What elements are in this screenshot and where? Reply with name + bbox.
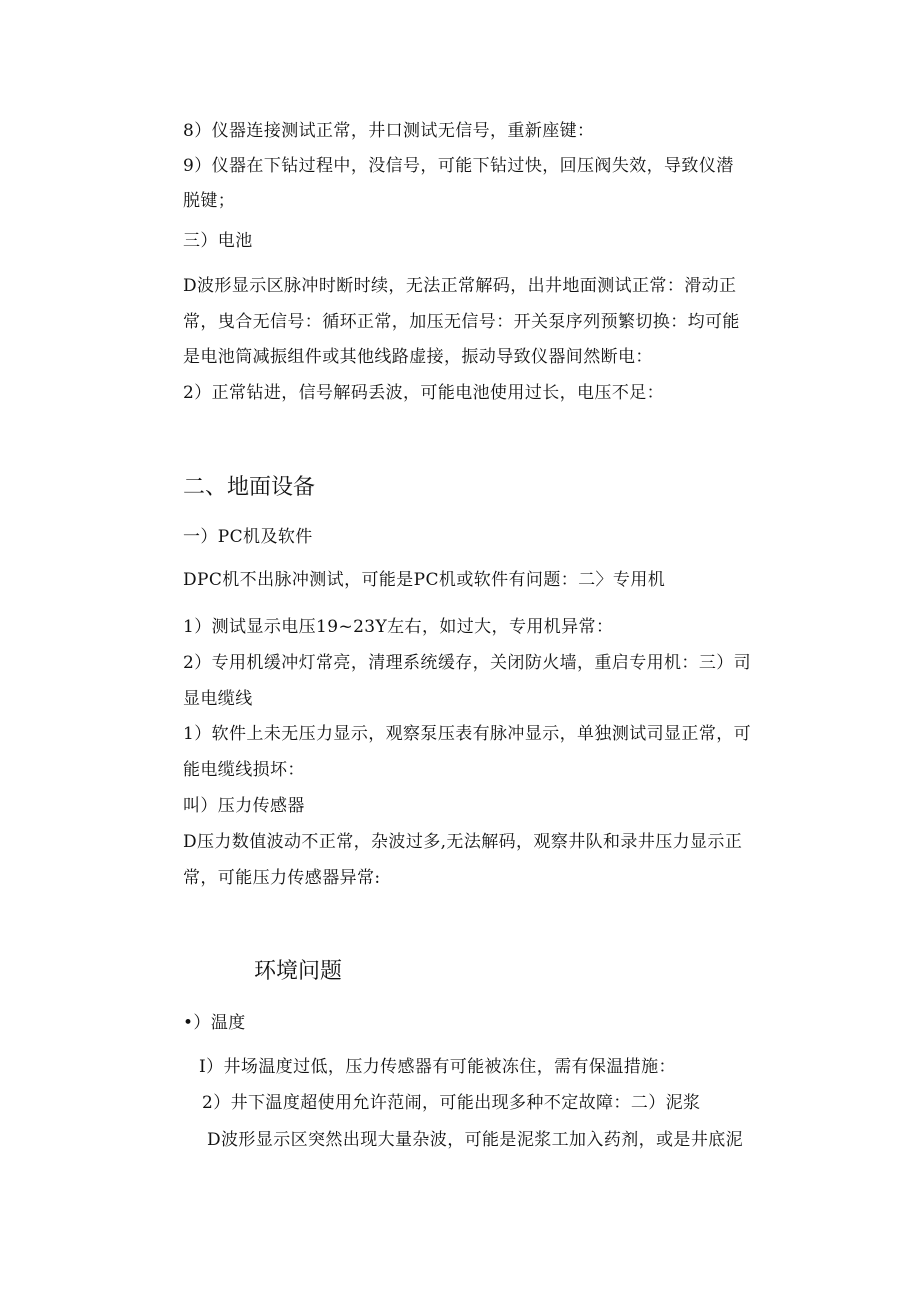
text-line: D波形显示区突然出现大量杂波，可能是泥浆工加入药剂，或是井底泥 xyxy=(207,1130,744,1150)
section-subheading: 三）电池 xyxy=(183,231,253,251)
text-line: I）井场温度过低，压力传感器有可能被冻住，需有保温措施： xyxy=(199,1057,676,1077)
section-subheading: 一）PC机及软件 xyxy=(183,527,313,547)
text-line: 1）软件上未无压力显示，观察泵压表有脉冲显示，单独测试司显正常，可 xyxy=(183,724,752,744)
text-line: D压力数值波动不正常，杂波过多,无法解码，观察井队和录井压力显示正 xyxy=(183,832,743,852)
text-line: DPC机不出脉冲测试，可能是PC机或软件有问题：二〉专用机 xyxy=(183,570,666,590)
text-line: 是电池筒减振组件或其他线路虚接，振动导致仪器间然断电： xyxy=(183,347,653,367)
text-line: 能电缆线损坏： xyxy=(183,760,305,780)
text-line: 9）仪器在下钻过程中，没信号，可能下钻过快，回压阀失效，导致仪潜 xyxy=(183,156,734,176)
text-line: 8）仪器连接测试正常，井口测试无信号，重新座键： xyxy=(183,121,595,141)
text-line: 脱键； xyxy=(183,191,236,211)
text-line: 常，曳合无信号：循环正常，加压无信号：开关泵序列预繁切换：均可能 xyxy=(183,312,740,332)
text-line: 2）正常钻进，信号解码丢波，可能电池使用过长，电压不足： xyxy=(183,383,665,403)
text-line: 1）测试显示电压19~23Y左右，如过大，专用机异常： xyxy=(183,617,614,637)
section-subheading: •）温度 xyxy=(183,1013,246,1033)
section-heading: 环境问题 xyxy=(254,959,343,984)
text-line: 2）井下温度超使用允许范闹，可能出现多种不定故障：二）泥浆 xyxy=(202,1093,701,1113)
text-line: 显电缆线 xyxy=(183,689,253,709)
text-line: D波形显示区脉冲时断时续，无法正常解码，出井地面测试正常：滑动正 xyxy=(183,276,737,296)
section-subheading: 叫）压力传感器 xyxy=(183,796,305,816)
text-line: 2）专用机缓冲灯常亮，清理系统缓存，关闭防火墙，重启专用机：三）司 xyxy=(183,653,752,673)
section-heading: 二、地面设备 xyxy=(183,475,316,500)
text-line: 常，可能压力传感器异常: xyxy=(183,868,381,888)
